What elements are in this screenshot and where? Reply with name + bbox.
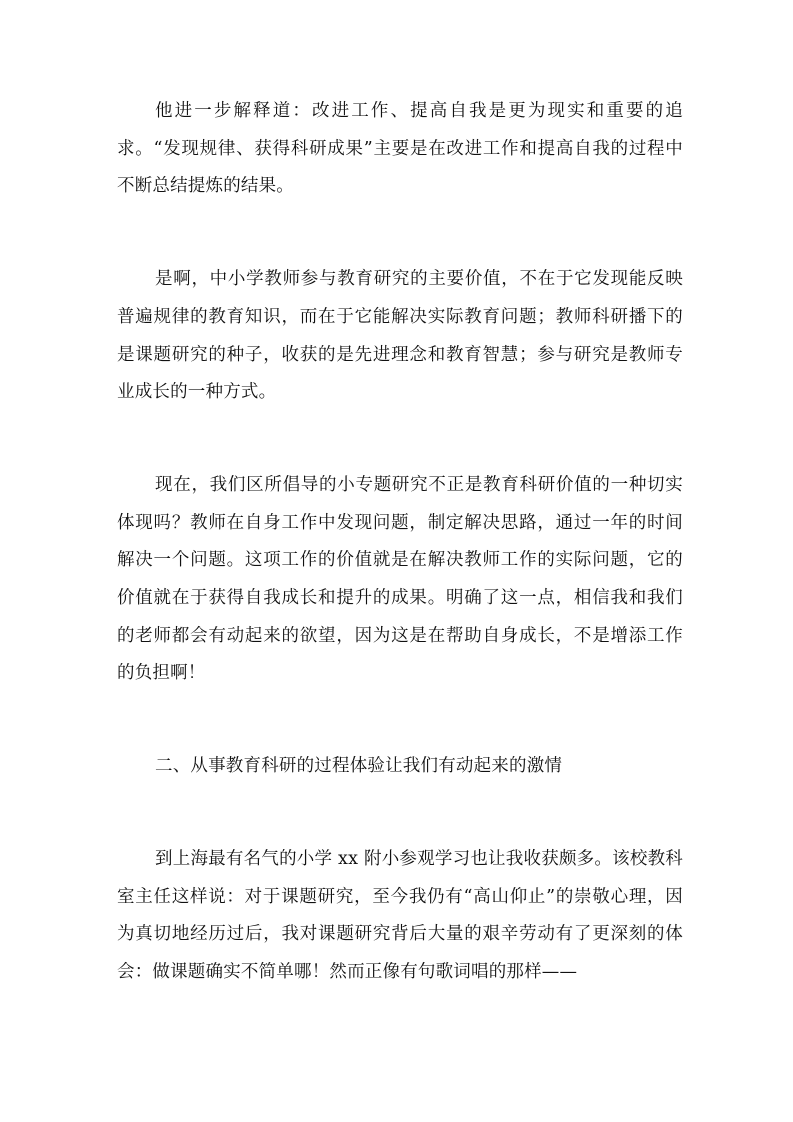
paragraph-research-value: 是啊，中小学教师参与教育研究的主要价值，不在于它发现能反映普遍规律的教育知识，而在于它能解决实际教育问题；教师科研播下的是课题研究的种子，收获的是先进理念和教育智慧；参与研究是教师专业成长的一种方式。 <box>117 269 683 403</box>
document-body <box>117 93 683 992</box>
paragraph-small-topic-research: 现在，我们区所倡导的小专题研究不正是教育科研价值的一种切实体现吗？教师在自身工作中发现问题，制定解决思路，通过一年的时间解决一个问题。这项工作的价值就是在解决教师工作的实际问题，它的价值就在于获得自我成长和提升的成果。明确了这一点，相信我和我们的老师都会有动起来的欲望，因为这是在帮助自身成长，不是增添工作的负担啊！ <box>117 474 683 684</box>
section-heading-two: 二、从事教育科研的过程体验让我们有动起来的激情 <box>155 756 563 777</box>
paragraph-explanation: 他进一步解释道：改进工作、提高自我是更为现实和重要的追求。“发现规律、获得科研成果”主要是在改进工作和提高自我的过程中不断总结提炼的结果。 <box>117 101 683 197</box>
paragraph-shanghai-visit: 到上海最有名气的小学 xx 附小参观学习也让我收获颇多。该校教科室主任这样说：对于课题研究，至今我仍有“高山仰止”的崇敬心理，因为真切地经历过后，我对课题研究背后大量的艰辛劳动有了更深刻的体会：做课题确实不简单哪！然而正像有句歌词唱的那样—— <box>117 848 683 982</box>
